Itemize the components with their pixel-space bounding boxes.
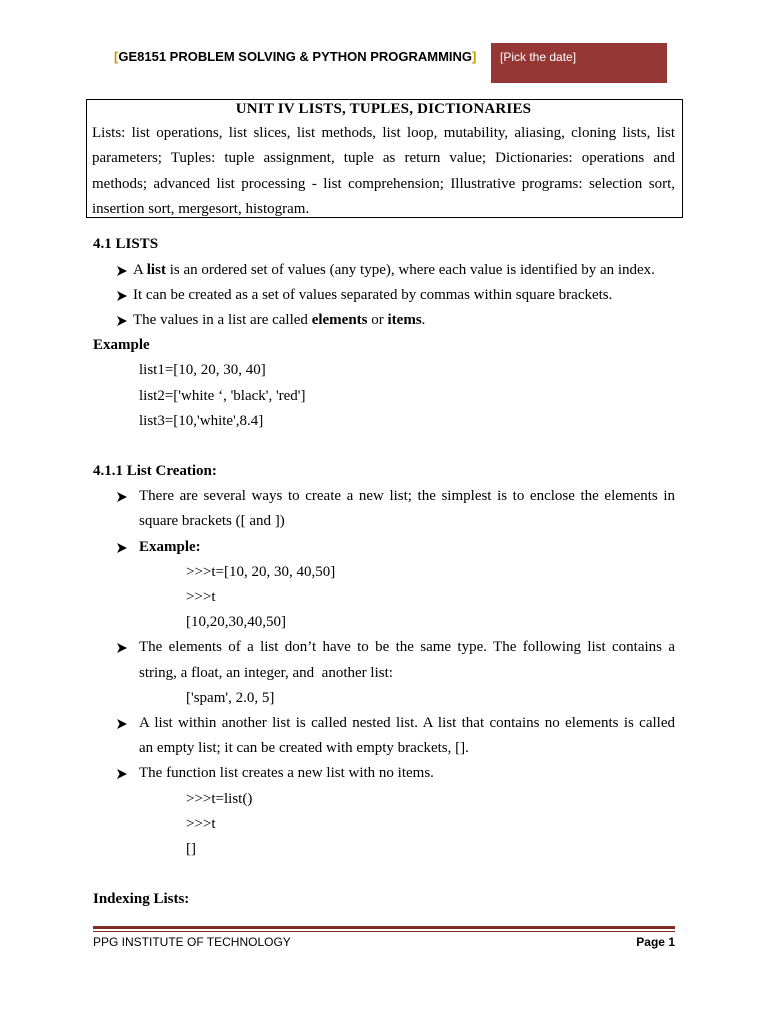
unit-title: UNIT IV LISTS, TUPLES, DICTIONARIES bbox=[235, 101, 532, 117]
bullet-continuation: an empty list; it can be created with empty brackets, []. bbox=[139, 740, 469, 757]
arrowhead-bullet-icon bbox=[117, 543, 127, 553]
unit-summary-line: methods; advanced list processing - list comprehension; Illustrative programs: selection sort, bbox=[92, 175, 675, 192]
unit-summary-line: Lists: list operations, list slices, list methods, list loop, mutability, aliasing, cloning lists, list bbox=[92, 125, 675, 141]
arrowhead-bullet-icon bbox=[117, 719, 127, 729]
arrowhead-bullet-icon bbox=[117, 643, 127, 653]
header-bracket-open: [ bbox=[114, 49, 119, 64]
bullet-text: It can be created as a set of values separated by commas within square brackets. bbox=[133, 286, 613, 303]
bullet-continuation: square brackets ([ and ]) bbox=[139, 513, 285, 530]
example-code-line: list2=['white ‘, 'black', 'red'] bbox=[139, 387, 306, 404]
unit-summary-text bbox=[92, 121, 675, 222]
example-code-line: list3=[10,'white',8.4] bbox=[139, 412, 264, 429]
blank-line bbox=[93, 434, 675, 459]
bullet-list-function bbox=[93, 761, 675, 786]
bullet-mixed-types bbox=[93, 635, 675, 660]
footer-institute: PPG INSTITUTE OF TECHNOLOGY bbox=[93, 935, 291, 949]
unit-summary-line: insertion sort, mergesort, histogram. bbox=[92, 200, 310, 217]
arrowhead-bullet-icon bbox=[117, 291, 127, 301]
header-bracket-close: ] bbox=[472, 49, 477, 64]
example-code-line: list1=[10, 20, 30, 40] bbox=[139, 362, 266, 379]
example-label: Example bbox=[93, 337, 150, 354]
bullet-list-definition bbox=[93, 258, 675, 283]
unit-summary-line: parameters; Tuples: tuple assignment, tuple as return value; Dictionaries: operations and bbox=[92, 150, 675, 167]
bullet-text: is an ordered set of values (any type), where each value is identified by an index. bbox=[165, 261, 655, 278]
header-course-title bbox=[114, 49, 476, 65]
example-code-line: >>>t bbox=[186, 589, 216, 606]
footer-page-number: Page 1 bbox=[636, 935, 675, 949]
bullet-text: The elements of a list don’t have to be the same type. The following list contains a bbox=[139, 639, 675, 656]
bullet-text: The values in a list are called bbox=[133, 311, 312, 328]
bullet-text: The function list creates a new list with no items. bbox=[139, 765, 434, 782]
section-heading-indexing: Indexing Lists: bbox=[93, 891, 190, 908]
bullet-bold-term: list bbox=[146, 261, 166, 278]
bullet-text: . bbox=[421, 311, 426, 328]
unit-summary-box bbox=[86, 99, 683, 218]
blank-line bbox=[93, 862, 675, 887]
document-body bbox=[93, 232, 675, 912]
bullet-nested-list bbox=[93, 711, 675, 736]
example-code-line: [10,20,30,40,50] bbox=[186, 614, 286, 631]
section-heading-4-1-1: 4.1.1 List Creation: bbox=[93, 463, 217, 480]
example-code-line: [] bbox=[186, 840, 196, 857]
bullet-continuation: string, a float, an integer, and another list: bbox=[139, 664, 393, 681]
footer-rule-thin bbox=[93, 931, 675, 932]
bullet-text: There are several ways to create a new list; the simplest is to enclose the elements in bbox=[139, 488, 675, 505]
section-heading-4-1: 4.1 LISTS bbox=[93, 236, 159, 253]
bullet-text: A bbox=[133, 261, 147, 278]
bullet-text: or bbox=[367, 311, 388, 328]
arrowhead-bullet-icon bbox=[117, 316, 127, 326]
arrowhead-bullet-icon bbox=[117, 492, 127, 502]
example-code-line: >>>t=list() bbox=[186, 790, 253, 807]
bullet-example bbox=[93, 535, 675, 560]
footer-rule-thick bbox=[93, 926, 675, 929]
bullet-text: A list within another list is called nested list. A list that contains no elements is called bbox=[139, 714, 675, 731]
bullet-simplest-way bbox=[93, 484, 675, 509]
example-code-line: >>>t=[10, 20, 30, 40,50] bbox=[186, 563, 336, 580]
arrowhead-bullet-icon bbox=[117, 769, 127, 779]
bullet-bold-term: elements bbox=[311, 311, 368, 328]
example-code-line: ['spam', 2.0, 5] bbox=[186, 689, 275, 706]
bullet-list-elements bbox=[93, 308, 675, 333]
example-code-line: >>>t bbox=[186, 815, 216, 832]
arrowhead-bullet-icon bbox=[117, 266, 127, 276]
bullet-bold-term: items bbox=[387, 311, 422, 328]
header-date-placeholder: [Pick the date] bbox=[500, 50, 577, 64]
header-course-name: GE8151 PROBLEM SOLVING & PYTHON PROGRAMMING bbox=[118, 49, 473, 64]
header-date-box bbox=[491, 43, 667, 83]
bullet-list-creation bbox=[93, 283, 675, 308]
bullet-example-label: Example: bbox=[139, 538, 201, 555]
